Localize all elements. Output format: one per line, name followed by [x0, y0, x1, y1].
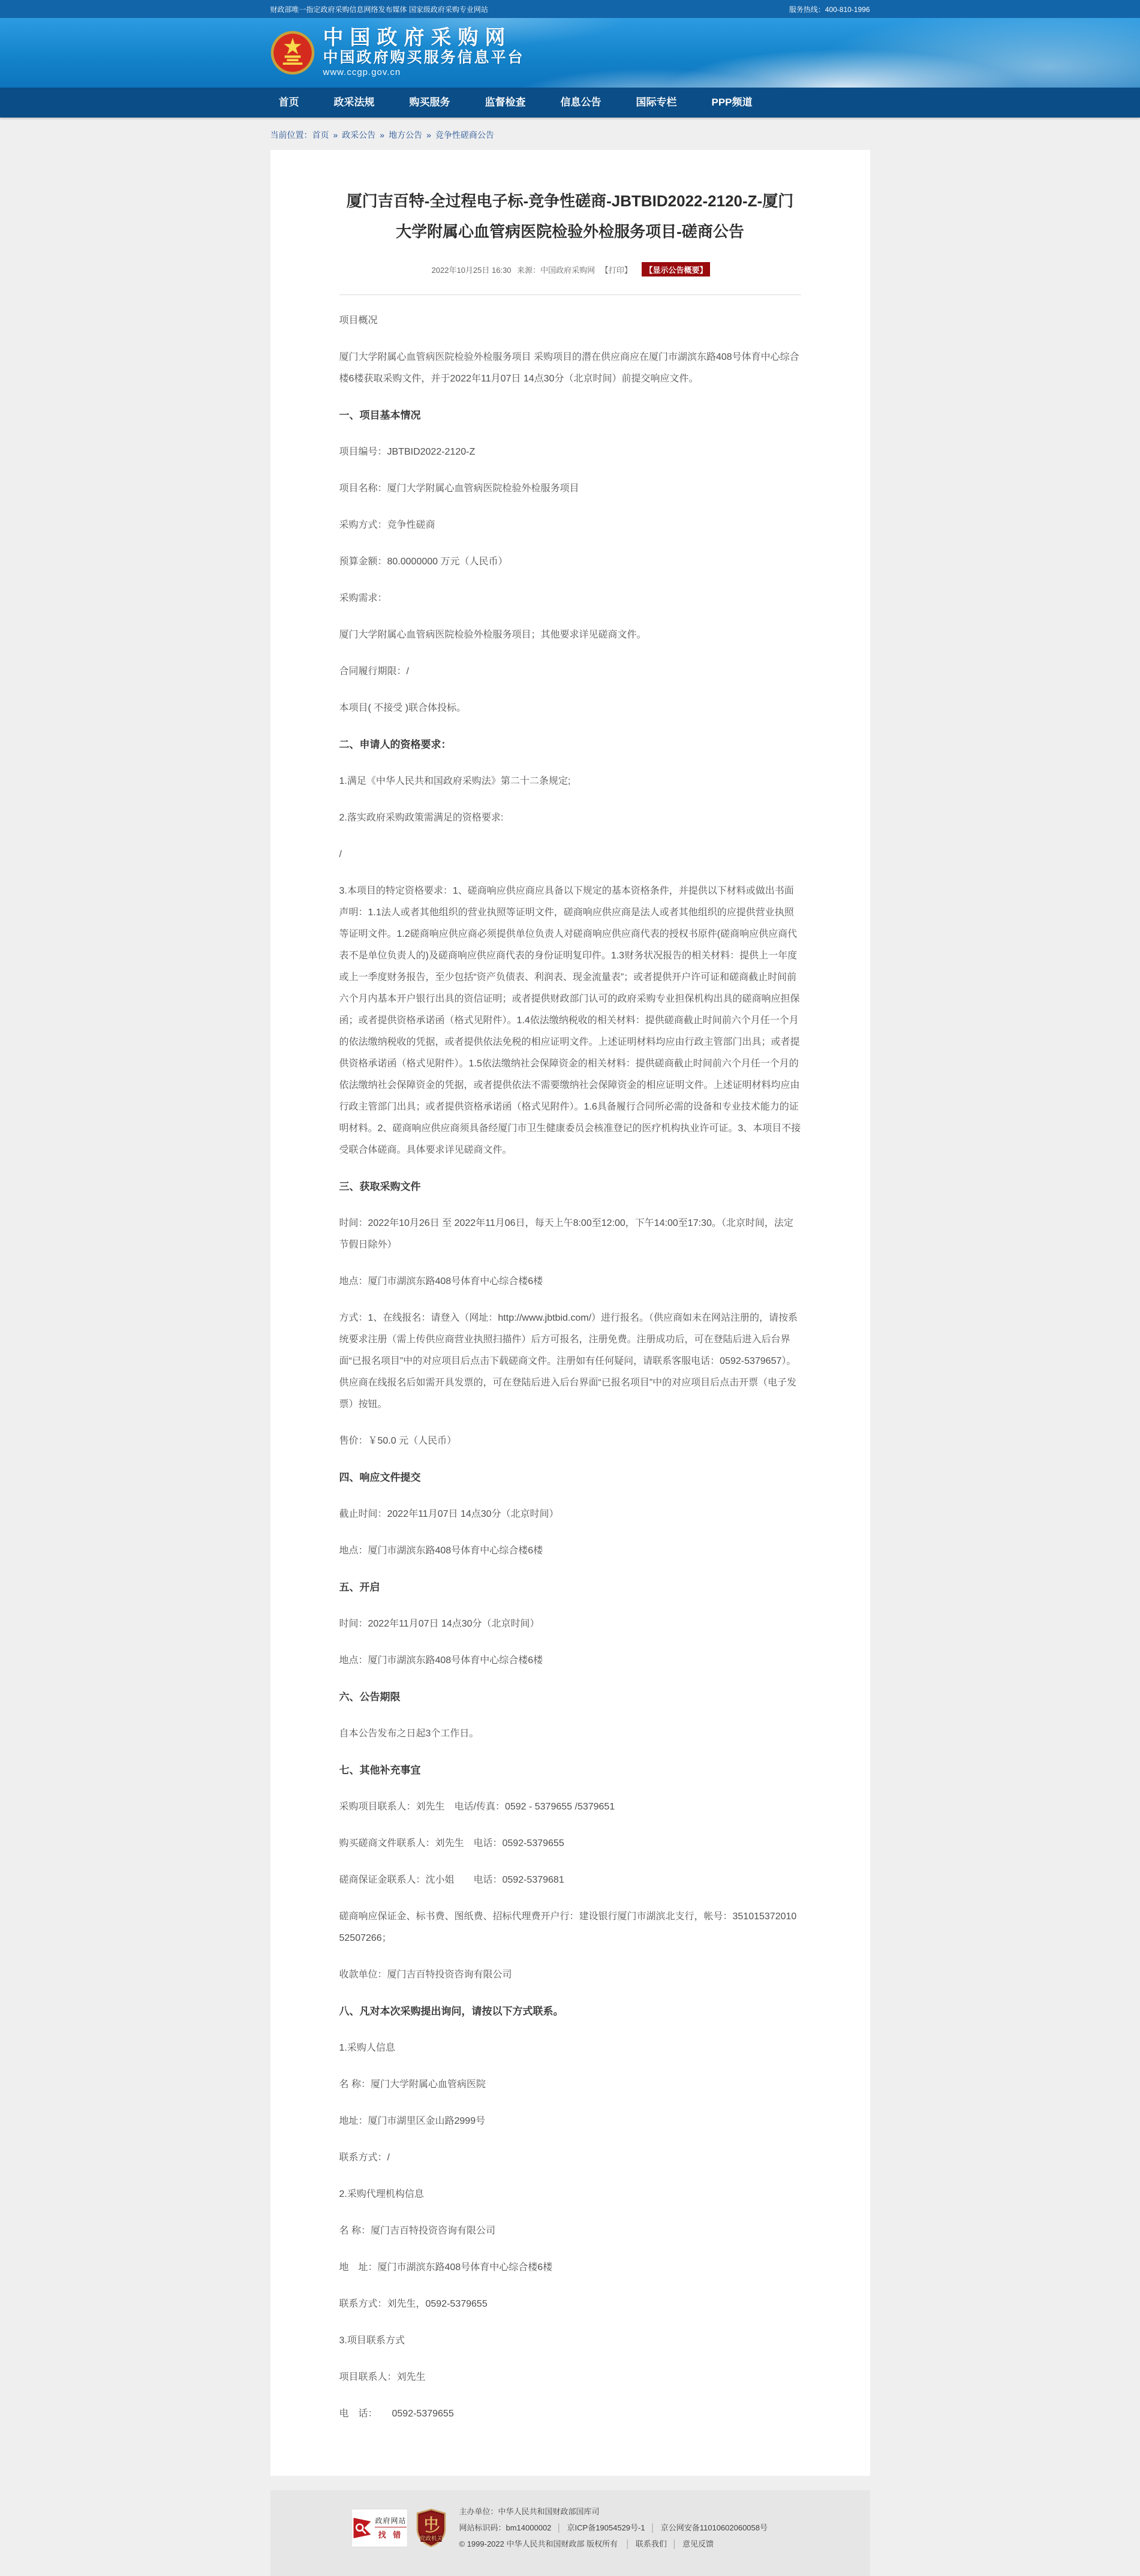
- breadcrumb-separator: »: [426, 130, 431, 140]
- paragraph: 3.本项目的特定资格要求：1、磋商响应供应商应具备以下规定的基本资格条件，并提供以下材料或做出书面声明：1.1法人或者其他组织的营业执照等证明文件，磋商响应供应商是法人或者其他组织的应提供营业执照等证明文件。1.2磋商响应供应商必须提供单位负责人对磋商响应供应商代表的授权书原件(磋商响应供应商代表不是单位负责人的)及磋商响应供应商代表的身份证明复印件。1.3财务状况报告的相关材料：提供上一年度或上一季度财务报告，至少包括“资产负债表、利润表、现金流量表”；或者提供开户许可证和磋商截止时间前六个月内基本开户银行出具的资信证明；或者提供财政部门认可的政府采购专业担保机构出具的磋商响应担保函；或者提供资格承诺函（格式见附件）。1.4依法缴纳税收的相关材料：提供磋商截止时间前六个月任一个月的依法缴纳税收的凭据，或者提供依法免税的相应证明文件。上述证明材料均应由行政主管部门出具；或者提供资格承诺函（格式见附件）。1.5依法缴纳社会保障资金的相关材料：提供磋商截止时间前六个月任一个月的依法缴纳社会保障资金的凭据，或者提供依法不需要缴纳社会保障资金的相应证明文件。上述证明材料均应由行政主管部门出具；或者提供资格承诺函（格式见附件）。1.6具备履行合同所必需的设备和专业技术能力的证明材料。2、磋商响应供应商须具备经厦门市卫生健康委员会核准登记的医疗机构执业许可证。3、本项目不接受联合体磋商。具体要求详见磋商文件。: [339, 886, 801, 1156]
- paragraph: 磋商保证金联系人：沈小姐 电话：0592-5379681: [339, 1875, 564, 1886]
- nav-item-0[interactable]: 首页: [278, 97, 299, 108]
- footer-separator: │: [672, 2539, 677, 2549]
- footer-link-1[interactable]: 意见反馈: [682, 2539, 714, 2549]
- paragraph: 时间：2022年11月07日 14点30分（北京时间）: [339, 1619, 540, 1630]
- footer-separator: │: [557, 2523, 562, 2533]
- nav-item-6[interactable]: PPP频道: [711, 97, 753, 108]
- nav-item-3[interactable]: 监督检查: [485, 97, 526, 108]
- paragraph: 本项目( 不接受 )联合体投标。: [339, 703, 467, 714]
- paragraph: 名 称：厦门大学附属心血管病医院: [339, 2079, 486, 2090]
- publish-datetime: 2022年10月25日 16:30: [431, 266, 512, 275]
- nav-item-1[interactable]: 政采法规: [333, 97, 375, 108]
- breadcrumb-label: 当前位置：: [270, 130, 312, 140]
- breadcrumb: [270, 118, 870, 150]
- paragraph: 项目名称：厦门大学附属心血管病医院检验外检服务项目: [339, 483, 579, 494]
- paragraph: 2.落实政府采购政策需满足的资格要求:: [339, 813, 504, 823]
- breadcrumb-item-2[interactable]: 地方公告: [389, 130, 423, 140]
- paragraph: 项目概况: [339, 315, 378, 326]
- section-heading: 七、其他补充事宜: [339, 1765, 421, 1777]
- paragraph: 合同履行期限：/: [339, 666, 409, 677]
- paragraph: 联系方式：刘先生，0592-5379655: [339, 2299, 488, 2310]
- paragraph: 采购方式：竞争性磋商: [339, 520, 435, 531]
- article-meta: [339, 262, 801, 276]
- paragraph: 地点：厦门市湖滨东路408号体育中心综合楼6楼: [339, 1655, 543, 1666]
- site-slogan: 财政部唯一指定政府采购信息网络发布媒体 国家级政府采购专业网站: [270, 5, 488, 14]
- page-footer: [270, 2490, 870, 2576]
- footer-registration-item-1: 京ICP备19054529号-1: [567, 2523, 645, 2533]
- footer-link-0[interactable]: 联系我们: [635, 2539, 667, 2549]
- svg-text:中: 中: [423, 2515, 438, 2532]
- footer-copyright: © 1999-2022 中华人民共和国财政部 版权所有: [459, 2539, 618, 2549]
- breadcrumb-item-3[interactable]: 竞争性磋商公告: [435, 130, 494, 140]
- paragraph: 自本公告发布之日起3个工作日。: [339, 1729, 479, 1739]
- meta-divider: [339, 294, 801, 295]
- breadcrumb-separator: »: [333, 130, 338, 140]
- page-title: 厦门吉百特-全过程电子标-竞争性磋商-JBTBID2022-2120-Z-厦门大学附属心血管病医院检验外检服务项目-磋商公告: [346, 192, 794, 241]
- article-source: 来源：中国政府采购网: [517, 266, 595, 275]
- section-heading: 二、申请人的资格要求：: [339, 739, 452, 751]
- paragraph: 联系方式：/: [339, 2153, 390, 2163]
- site-url: www.ccgp.gov.cn: [323, 67, 401, 77]
- paragraph: 截止时间：2022年11月07日 14点30分（北京时间）: [339, 1509, 559, 1520]
- paragraph: 地 址：厦门市湖滨东路408号体育中心综合楼6楼: [339, 2262, 553, 2273]
- section-heading: 三、获取采购文件: [339, 1181, 421, 1193]
- site-banner: [0, 18, 1140, 88]
- section-heading: 八、凡对本次采购提出询问，请按以下方式联系。: [339, 2006, 564, 2018]
- section-heading: 一、项目基本情况: [339, 410, 421, 422]
- main-nav: [270, 88, 870, 118]
- national-emblem-icon: [270, 31, 315, 75]
- paragraph: 2.采购代理机构信息: [339, 2189, 424, 2200]
- paragraph: 3.项目联系方式: [339, 2335, 405, 2346]
- breadcrumb-item-0[interactable]: 首页: [312, 130, 329, 140]
- section-heading: 六、公告期限: [339, 1691, 401, 1703]
- paragraph: 项目编号：JBTBID2022-2120-Z: [339, 447, 476, 458]
- footer-separator: │: [650, 2523, 655, 2533]
- paragraph: 1.采购人信息: [339, 2043, 395, 2054]
- article-body: [339, 310, 801, 2425]
- paragraph: 方式：1、在线报名：请登入（网址：http://www.jbtbid.com/）进行报名。（供应商如未在网站注册的，请按系统要求注册（需上传供应商营业执照扫描件）后方可报名，注册免费。注册成功后，可在登陆后进入后台界面“已报名项目”中的对应项目后点击下载磋商文件。注册如有任何疑问，请联系客服电话：0592-5379657）。供应商在线报名后如需开具发票的，可在登陆后进入后台界面“已报名项目”中的对应项目后点击开票（电子发票）按钮。: [339, 1313, 798, 1410]
- paragraph: 采购项目联系人：刘先生 电话/传真：0592 - 5379655 /5379651: [339, 1802, 615, 1812]
- footer-registration-item-2: 京公网安备11010602060058号: [660, 2523, 768, 2533]
- footer-host: 主办单位：中华人民共和国财政部国库司: [459, 2507, 600, 2517]
- paragraph: 预算金额：80.0000000 万元（人民币）: [339, 557, 508, 567]
- footer-registration-item-0: 网站标识码：bm14000002: [459, 2523, 552, 2533]
- paragraph: 1.满足《中华人民共和国政府采购法》第二十二条规定;: [339, 776, 571, 787]
- error-badge-line1: 政府网站: [375, 2515, 406, 2527]
- footer-copyright-line: [459, 2536, 768, 2552]
- nav-item-2[interactable]: 购买服务: [409, 97, 450, 108]
- content-panel: [270, 150, 870, 2476]
- paragraph: 磋商响应保证金、标书费、图纸费、招标代理费开户行：建设银行厦门市湖滨北支行，帐号：35101537201052507266；: [339, 1911, 797, 1944]
- paragraph: 收款单位：厦门吉百特投资咨询有限公司: [339, 1970, 512, 1980]
- paragraph: 名 称：厦门吉百特投资咨询有限公司: [339, 2226, 495, 2237]
- print-button[interactable]: 【打印】: [600, 266, 632, 275]
- paragraph: 电 话： 0592-5379655: [339, 2409, 454, 2419]
- footer-registration-line: [459, 2520, 768, 2536]
- site-subtitle: 中国政府购买服务信息平台: [323, 49, 525, 66]
- paragraph: 地点：厦门市湖滨东路408号体育中心综合楼6楼: [339, 1276, 543, 1287]
- paragraph: 时间：2022年10月26日 至 2022年11月06日，每天上午8:00至12:00，下午14:00至17:30。（北京时间，法定节假日除外）: [339, 1218, 793, 1251]
- show-summary-button[interactable]: 【显示公告概要】: [642, 262, 710, 276]
- paragraph: 地址：厦门市湖里区金山路2999号: [339, 2116, 486, 2127]
- main-nav-bar: [0, 88, 1140, 118]
- section-heading: 四、响应文件提交: [339, 1472, 421, 1484]
- breadcrumb-item-1[interactable]: 政采公告: [342, 130, 376, 140]
- paragraph: 地点：厦门市湖滨东路408号体育中心综合楼6楼: [339, 1546, 543, 1556]
- org-badge-label: 党政机关: [419, 2535, 443, 2542]
- footer-separator: │: [625, 2539, 630, 2549]
- paragraph: 厦门大学附属心血管病医院检验外检服务项目 采购项目的潜在供应商应在厦门市湖滨东路408号体育中心综合楼6楼获取采购文件，并于2022年11月07日 14点30分（北京时间）前提交响应文件。: [339, 352, 799, 384]
- breadcrumb-separator: »: [380, 130, 385, 140]
- section-heading: 五、开启: [339, 1582, 380, 1594]
- paragraph: 采购需求：: [339, 593, 387, 604]
- paragraph: 购买磋商文件联系人：刘先生 电话：0592-5379655: [339, 1838, 564, 1849]
- gov-site-error-report-badge[interactable]: [351, 2509, 408, 2547]
- site-name: 中国政府采购网: [323, 26, 512, 49]
- error-report-flag-icon: [352, 2515, 372, 2541]
- paragraph: 项目联系人：刘先生: [339, 2372, 426, 2383]
- paragraph: /: [339, 849, 342, 860]
- breadcrumb-links: [312, 130, 494, 140]
- paragraph: 厦门大学附属心血管病医院检验外检服务项目；其他要求详见磋商文件。: [339, 630, 646, 641]
- site-logo[interactable]: [270, 27, 525, 79]
- top-info-bar: [0, 0, 1140, 18]
- paragraph: 售价：￥50.0 元（人民币）: [339, 1436, 457, 1447]
- nav-item-5[interactable]: 国际专栏: [636, 97, 677, 108]
- party-gov-org-badge[interactable]: [415, 2508, 447, 2548]
- nav-item-4[interactable]: 信息公告: [560, 97, 601, 108]
- service-hotline: 服务热线：400-810-1996: [789, 5, 870, 14]
- error-badge-line2: 找 错: [378, 2530, 404, 2540]
